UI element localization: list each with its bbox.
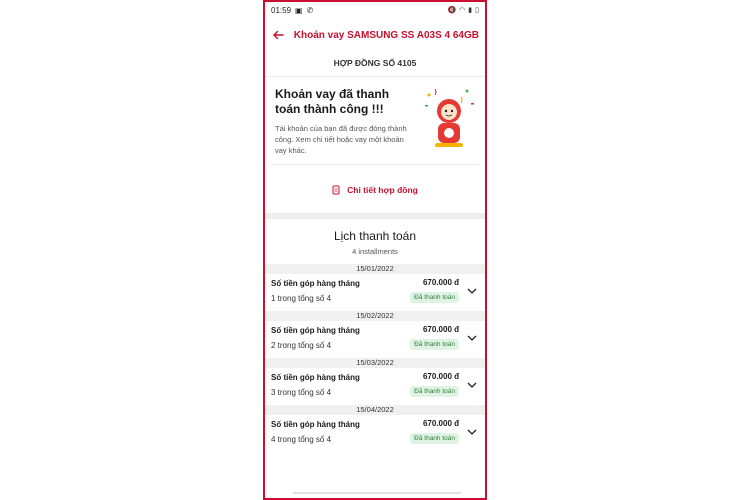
battery-icon: ▯ [475, 7, 479, 14]
status-badge: Đã thanh toán [410, 433, 459, 444]
document-icon [332, 185, 341, 195]
installment-count: 4 trong tổng số 4 [271, 434, 332, 444]
status-bar [265, 2, 485, 18]
installment-row[interactable] [265, 274, 485, 311]
chevron-down-icon [467, 288, 477, 294]
installment-count: 1 trong tổng số 4 [271, 293, 332, 303]
schedule-subtitle: 4 installments [352, 247, 398, 256]
status-badge: Đã thanh toán [410, 386, 459, 397]
success-card [265, 77, 485, 164]
installment-date: 15/01/2022 [265, 264, 485, 274]
expand-button[interactable] [465, 378, 479, 392]
expand-button[interactable] [465, 331, 479, 345]
page-title: Khoản vay SAMSUNG SS A03S 4 64GB [293, 29, 479, 41]
status-badge: Đã thanh toán [410, 292, 459, 303]
success-description: Tài khoản của bạn đã được đóng thành công. Xem chi tiết hoặc vay một khoản vay khác. [275, 124, 407, 155]
mute-icon: 🔇 [447, 7, 457, 14]
status-badge: Đã thanh toán [410, 339, 459, 350]
contract-detail-label: Chi tiết hợp đồng [347, 185, 418, 195]
chevron-down-icon [467, 382, 477, 388]
schedule-list [265, 264, 485, 452]
back-button[interactable] [271, 26, 286, 44]
contract-detail-link[interactable] [265, 165, 485, 213]
installment-amount: 670.000 đ [422, 325, 459, 334]
installment-date: 15/02/2022 [265, 311, 485, 321]
installment-label: Số tiền góp hàng tháng [271, 372, 360, 382]
installment-label: Số tiền góp hàng tháng [271, 325, 360, 335]
installment-date: 15/03/2022 [265, 358, 485, 368]
installment-row[interactable] [265, 368, 485, 405]
home-indicator [293, 492, 461, 494]
phone-icon: ✆ [306, 5, 314, 15]
chevron-down-icon [467, 335, 477, 341]
mascot-illustration [421, 85, 477, 151]
signal-icon: ▮ [468, 7, 473, 14]
arrow-left-icon [272, 29, 284, 41]
contract-number: HỢP ĐỒNG SỐ 4105 [265, 52, 485, 77]
chevron-down-icon [467, 429, 477, 435]
gallery-icon: ▣ [295, 5, 303, 15]
wifi-icon: ◠ [459, 7, 466, 14]
installment-amount: 670.000 đ [422, 372, 459, 381]
installment-amount: 670.000 đ [422, 419, 459, 428]
installment-date: 15/04/2022 [265, 405, 485, 415]
status-time: 01:59 [271, 5, 292, 15]
installment-label: Số tiền góp hàng tháng [271, 278, 360, 288]
installment-count: 2 trong tổng số 4 [271, 340, 332, 350]
expand-button[interactable] [465, 284, 479, 298]
installment-label: Số tiền góp hàng tháng [271, 419, 360, 429]
installment-amount: 670.000 đ [422, 278, 459, 287]
installment-count: 3 trong tổng số 4 [271, 387, 332, 397]
expand-button[interactable] [465, 425, 479, 439]
schedule-title: Lịch thanh toán [333, 229, 417, 243]
schedule-header [265, 219, 485, 264]
phone-screen [263, 0, 487, 500]
app-header [265, 18, 485, 52]
installment-row[interactable] [265, 415, 485, 452]
installment-row[interactable] [265, 321, 485, 358]
success-title: Khoản vay đã thanh toán thành công !!! [275, 87, 390, 116]
